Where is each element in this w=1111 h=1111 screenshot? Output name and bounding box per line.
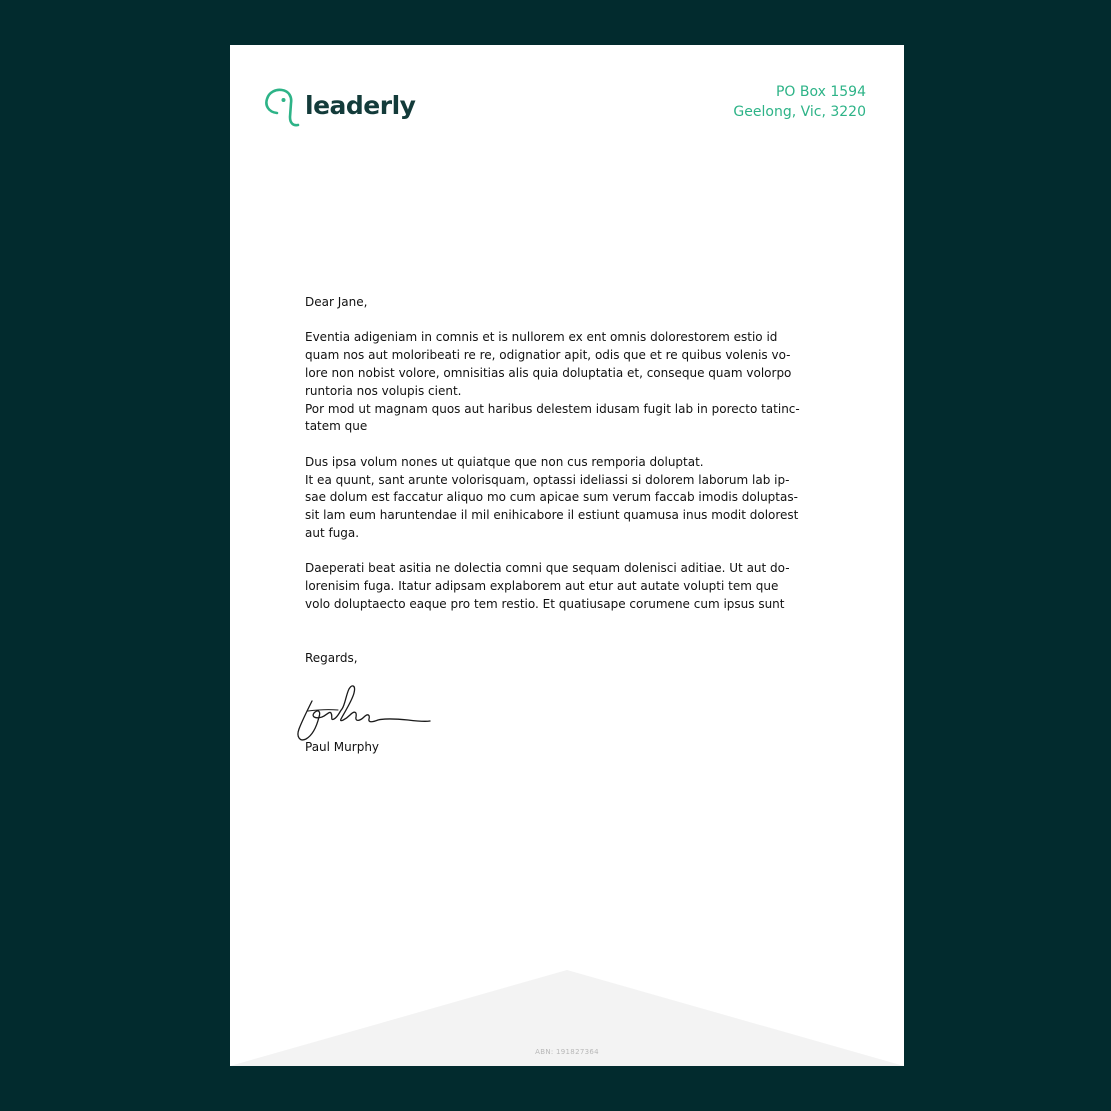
salutation: Dear Jane,: [305, 295, 368, 309]
text-line: It ea quunt, sant arunte volorisquam, optassi ideliassi si dolorem laborum lab ip-: [305, 472, 790, 487]
text-line: Por mod ut magnam quos aut haribus delestem idusam fugit lab in porecto tatinc-: [305, 401, 800, 416]
text-line: Daeperati beat asitia ne dolectia comni que sequam dolenisci aditiae. Ut aut do-: [305, 561, 790, 576]
paragraph-3: [305, 560, 815, 613]
text-line: quam nos aut moloribeati re re, odignatior apit, odis que et re quibus volenis vo-: [305, 348, 791, 363]
brand-name: leaderly: [305, 90, 416, 120]
leaderly-logo-icon: [265, 83, 303, 131]
letter-page: [230, 45, 904, 1066]
sender-address: [733, 82, 866, 122]
signer-name: Paul Murphy: [305, 740, 380, 754]
abn-number: ABN: 191827364: [535, 1048, 599, 1056]
address-line-2: Geelong, Vic, 3220: [733, 104, 866, 120]
text-line: volo doluptaecto eaque pro tem restio. Et quatiusape corumene cum ipsus sunt: [305, 596, 785, 611]
address-line-1: PO Box 1594: [775, 84, 866, 100]
text-line: sit lam eum haruntendae il mil enihicabore il estiunt quamusa inus modit dolorest: [305, 508, 799, 523]
text-line: Eventia adigeniam in comnis et is nullorem ex ent omnis dolorestorem estio id: [305, 330, 778, 345]
text-line: aut fuga.: [305, 525, 360, 540]
text-line: lore non nobist volore, omnisitias alis quia doluptatia et, conseque quam volorpo: [305, 365, 792, 380]
paragraph-2: [305, 454, 815, 543]
text-line: sae dolum est faccatur aliquo mo cum apicae sum verum faccab imodis doluptas-: [305, 490, 798, 505]
text-line: Dus ipsa volum nones ut quiatque que non cus remporia doluptat.: [305, 454, 704, 469]
text-line: tatem que: [305, 419, 368, 434]
text-line: runtoria nos volupis cient.: [305, 383, 462, 398]
brand-logo: [265, 83, 415, 131]
letter-body: [305, 294, 815, 631]
paragraph-1: [305, 329, 815, 436]
text-line: lorenisim fuga. Itatur adipsam explaborem aut etur aut autate volupti tem que: [305, 579, 779, 594]
closing: Regards,: [305, 651, 358, 665]
